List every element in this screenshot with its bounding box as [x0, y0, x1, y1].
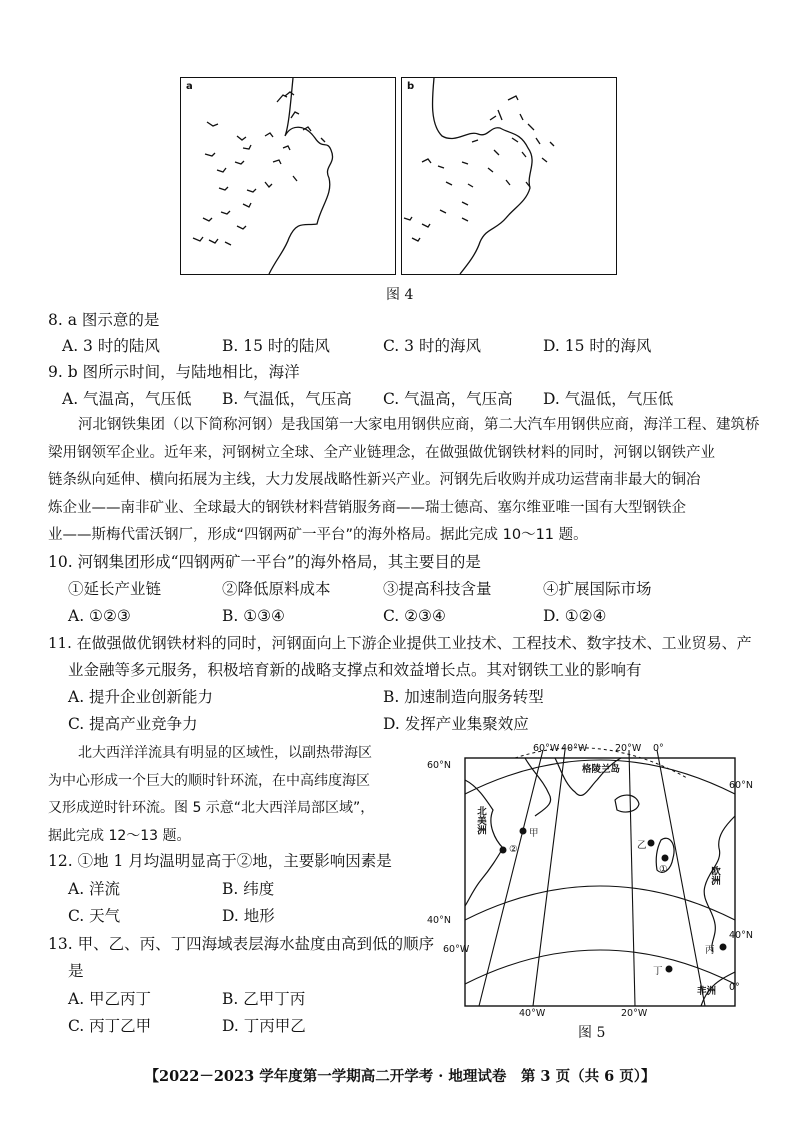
q12-option-a[interactable]: A. 洋流 [68, 880, 121, 898]
q11-option-b[interactable]: B. 加速制造向服务转型 [383, 688, 544, 706]
jia-point [520, 828, 527, 835]
passage-hegang [48, 412, 760, 550]
panel-a-label: a [186, 81, 193, 92]
q9-option-a[interactable]: A. 气温高，气压低 [62, 390, 192, 408]
ding-point [666, 966, 673, 973]
passage1-line: 链条纵向延伸、横向拓展为主线，大力发展战略性新兴产业。河钢先后收购并成功运营南非最大的铜冶 [48, 472, 701, 488]
q13-option-b[interactable]: B. 乙甲丁丙 [222, 990, 306, 1008]
lon-40w-top: 40°W [561, 743, 588, 754]
point-1-label: ① [659, 864, 668, 875]
passage2-line: 据此完成 12～13 题。 [48, 827, 191, 844]
figure4-panel-a [180, 77, 396, 275]
q9-stem: 9. b 图所示时间，与陆地相比，海洋 [48, 363, 300, 381]
point-1-marker [662, 855, 669, 862]
bing-point [720, 944, 727, 951]
q10-option-d[interactable]: D. ①②④ [543, 607, 607, 625]
q13-stem-line1: 13. 甲、乙、丙、丁四海域表层海水盐度由高到低的顺序 [48, 935, 435, 953]
lat-60n-right: 60°N [729, 780, 753, 791]
q13-stem-line2: 是 [68, 962, 84, 980]
passage2-line: 北大西洋洋流具有明显的区域性，以副热带海区 [78, 745, 372, 761]
q10-option-b[interactable]: B. ①③④ [222, 607, 285, 625]
figure4-panel-b [401, 77, 617, 275]
q10-item-1: ①延长产业链 [68, 580, 162, 598]
lon-20w-top: 20°W [615, 743, 642, 754]
lon-20w-bottom: 20°W [621, 1008, 648, 1019]
lat-40n-right: 40°N [729, 930, 753, 941]
q13-option-c[interactable]: C. 丙丁乙甲 [68, 1017, 152, 1035]
passage1-line: 梁用钢领军企业。近年来，河钢树立全球、全产业链理念，在做强做优钢铁材料的同时，河钢以钢铁产业 [48, 444, 715, 461]
q12-option-d[interactable]: D. 地形 [222, 907, 275, 925]
north-america-label: 北美洲 [475, 806, 486, 835]
q8-option-a[interactable]: A. 3 时的陆风 [62, 337, 160, 355]
passage2-line: 为中心形成一个巨大的顺时针环流，在中高纬度海区 [48, 772, 370, 789]
point-2-label: ② [509, 844, 518, 855]
africa-label: 非洲 [697, 986, 717, 997]
lat-40n-left: 40°N [427, 915, 451, 926]
q11-option-a[interactable]: A. 提升企业创新能力 [68, 688, 214, 706]
q8-option-d[interactable]: D. 15 时的海风 [543, 337, 652, 355]
q8-stem: 8. a 图示意的是 [48, 311, 160, 329]
passage-north-atlantic [48, 740, 428, 850]
figure5-map [425, 740, 755, 1025]
q13-option-a[interactable]: A. 甲乙丙丁 [68, 990, 152, 1008]
q13-option-d[interactable]: D. 丁丙甲乙 [222, 1017, 306, 1035]
passage1-line: 炼企业——南非矿业、全球最大的钢铁材料营销服务商——瑞士德高、塞尔维亚唯一国有大型钢铁企 [48, 499, 686, 516]
q10-item-4: ④扩展国际市场 [543, 580, 652, 598]
passage1-line: 河北钢铁集团（以下简称河钢）是我国第一大家电用钢供应商，第二大汽车用钢供应商，海洋工程、建筑桥 [78, 417, 760, 433]
q8-option-b[interactable]: B. 15 时的陆风 [222, 337, 330, 355]
q12-option-b[interactable]: B. 纬度 [222, 880, 275, 898]
passage1-line: 业——斯梅代雷沃钢厂，形成“四钢两矿一平台”的海外格局。据此完成 10～11 题。 [48, 527, 588, 543]
q10-item-2: ②降低原料成本 [222, 580, 331, 598]
lon-0-top: 0° [653, 743, 664, 754]
q9-option-b[interactable]: B. 气温低，气压高 [222, 390, 352, 408]
lat-60n-left: 60°N [427, 760, 451, 771]
lon-60w-left: 60°W [443, 944, 470, 955]
panel-b-label: b [407, 81, 415, 92]
yi-point [648, 840, 655, 847]
q12-stem: 12. ①地 1 月均温明显高于②地，主要影响因素是 [48, 852, 392, 870]
q11-option-c[interactable]: C. 提高产业竞争力 [68, 715, 198, 733]
europe-label: 欧洲 [709, 866, 720, 885]
page-footer: 【2022－2023 学年度第一学期高二开学考 · 地理试卷 第 3 页（共 6 页）】 [144, 1068, 656, 1085]
yi-label: 乙 [637, 840, 647, 851]
lon-40w-bottom: 40°W [519, 1008, 546, 1019]
wind-map-a [181, 78, 395, 274]
point-2-marker [500, 847, 507, 854]
q9-option-c[interactable]: C. 气温高，气压高 [383, 390, 513, 408]
bing-label: 丙 [705, 945, 715, 956]
figure4-caption: 图 4 [386, 287, 414, 303]
figure5-caption: 图 5 [578, 1025, 606, 1041]
q10-option-a[interactable]: A. ①②③ [68, 607, 131, 625]
jia-label: 甲 [529, 828, 539, 839]
lon-60w-top: 60°W [533, 743, 560, 754]
q8-option-c[interactable]: C. 3 时的海风 [383, 337, 481, 355]
q12-option-c[interactable]: C. 天气 [68, 907, 121, 925]
q10-item-3: ③提高科技含量 [383, 580, 492, 598]
q10-option-c[interactable]: C. ②③④ [383, 607, 446, 625]
ding-label: 丁 [653, 966, 663, 977]
greenland-label: 格陵兰岛 [582, 764, 621, 775]
q11-stem-line2: 业金融等多元服务，积极培育新的战略支撑点和效益增长点。其对钢铁工业的影响有 [68, 661, 642, 679]
lon-0-right: 0° [729, 982, 740, 993]
q10-stem: 10. 河钢集团形成“四钢两矿一平台”的海外格局，其主要目的是 [48, 553, 481, 571]
wind-map-b [402, 78, 616, 274]
q9-option-d[interactable]: D. 气温低，气压低 [543, 390, 674, 408]
q11-option-d[interactable]: D. 发挥产业集聚效应 [383, 715, 529, 733]
q11-stem-line1: 11. 在做强做优钢铁材料的同时，河钢面向上下游企业提供工业技术、工程技术、数字技术、工业贸易、产 [48, 634, 752, 652]
passage2-line: 又形成逆时针环流。图 5 示意“北大西洋局部区域”， [48, 800, 375, 816]
